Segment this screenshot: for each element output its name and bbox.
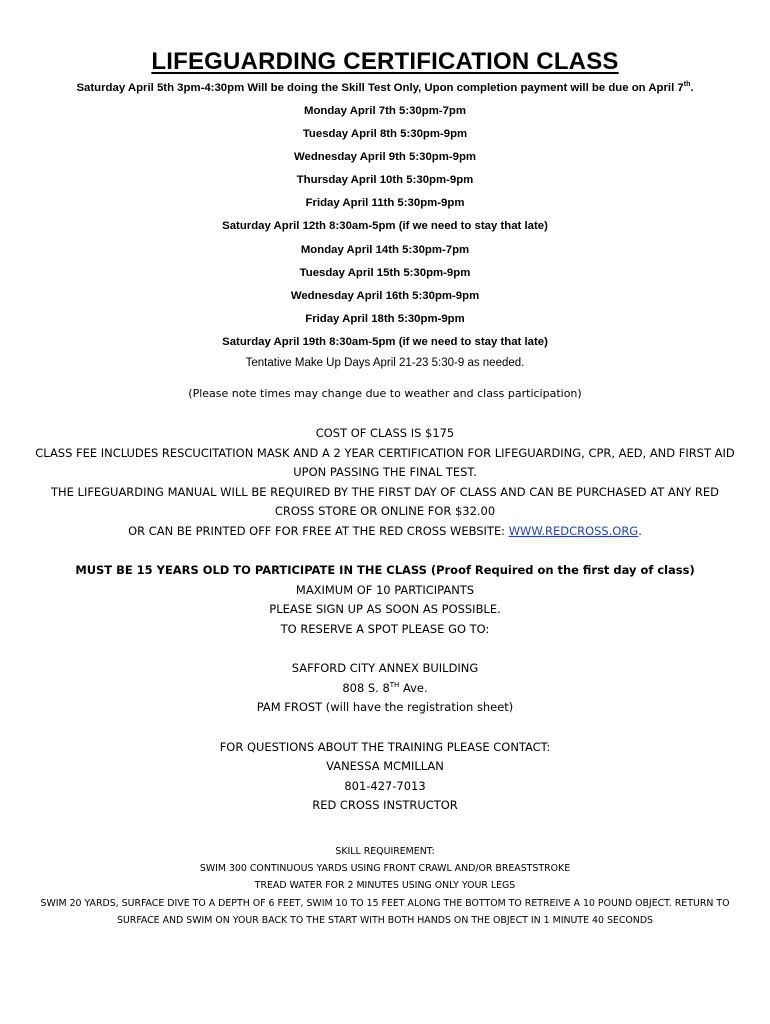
contact-phone: 801-427-7013 (344, 778, 426, 793)
spacer (0, 718, 770, 738)
schedule-session: Tuesday April 15th 5:30pm-9pm (299, 266, 471, 279)
contact-name: VANESSA MCMILLAN (326, 759, 444, 774)
max-participants: MAXIMUM OF 10 PARTICIPANTS (295, 582, 475, 597)
schedule-first-line: Saturday April 5th 3pm-4:30pm Will be doing the Skill Test Only, Upon completion payment will be due on April 7th. (76, 81, 694, 94)
registration-contact: PAM FROST (will have the registration sheet) (256, 700, 514, 715)
tentative-makeup-days: Tentative Make Up Days April 21-23 5:30-9 as needed. (245, 357, 525, 369)
redcross-website-link[interactable]: WWW.REDCROSS.ORG (508, 523, 639, 538)
location-building: SAFFORD CITY ANNEX BUILDING (291, 661, 479, 676)
contact-role: RED CROSS INSTRUCTOR (312, 798, 458, 813)
schedule-session: Saturday April 12th 8:30am-5pm (if we need to stay that late) (222, 220, 548, 233)
skill-item: SURFACE AND SWIM ON YOUR BACK TO THE START WITH BOTH HANDS ON THE OBJECT IN 1 MINUTE 40 SECONDS (116, 914, 654, 926)
schedule-session: Friday April 18th 5:30pm-9pm (305, 312, 465, 325)
schedule-session: Monday April 14th 5:30pm-7pm (300, 243, 470, 256)
manual-line: CROSS STORE OR ONLINE FOR $32.00 (274, 504, 496, 519)
cost-line: COST OF CLASS IS $175 (315, 426, 455, 440)
schedule-note: (Please note times may change due to weather and class participation) (188, 387, 582, 400)
spacer (0, 640, 770, 660)
manual-line: THE LIFEGUARDING MANUAL WILL BE REQUIRED BY THE FIRST DAY OF CLASS AND CAN BE PURCHASED AT ANY RED (51, 484, 719, 499)
fee-includes-line: CLASS FEE INCLUDES RESCUCITATION MASK AND A 2 YEAR CERTIFICATION FOR LIFEGUARDING, CPR, AED, AND FIRST AID (35, 445, 735, 460)
page-title: LIFEGUARDING CERTIFICATION CLASS (151, 48, 619, 75)
class-info (0, 424, 770, 816)
schedule-session: Monday April 7th 5:30pm-7pm (303, 105, 466, 117)
schedule-session: Friday April 11th 5:30pm-9pm (305, 197, 465, 210)
class-schedule (0, 77, 770, 354)
schedule-session: Saturday April 19th 8:30am-5pm (if we need to stay that late) (222, 335, 548, 348)
skill-item: SWIM 300 CONTINUOUS YARDS USING FRONT CRAWL AND/OR BREASTSTROKE (199, 863, 571, 875)
location-address: 808 S. 8TH Ave. (342, 680, 428, 695)
reserve-note: TO RESERVE A SPOT PLEASE GO TO: (280, 621, 490, 636)
schedule-session: Wednesday April 16th 5:30pm-9pm (290, 289, 480, 302)
schedule-session: Thursday April 10th 5:30pm-9pm (296, 174, 474, 187)
schedule-session: Wednesday April 9th 5:30pm-9pm (293, 151, 477, 164)
skill-item: TREAD WATER FOR 2 MINUTES USING ONLY YOUR LEGS (254, 880, 516, 892)
age-requirement: MUST BE 15 YEARS OLD TO PARTICIPATE IN THE CLASS (Proof Required on the first day of class) (75, 563, 695, 578)
signup-note: PLEASE SIGN UP AS SOON AS POSSIBLE. (269, 602, 501, 617)
skill-item: SWIM 20 YARDS, SURFACE DIVE TO A DEPTH OF 6 FEET, SWIM 10 TO 15 FEET ALONG THE BOTTOM TO RETREIVE A 10 POUND OBJECT. RETURN TO (40, 897, 730, 909)
fee-includes-line: UPON PASSING THE FINAL TEST. (293, 465, 477, 480)
skill-requirements (0, 843, 770, 929)
skills-heading: SKILL REQUIREMENT: (335, 846, 435, 857)
contact-heading: FOR QUESTIONS ABOUT THE TRAINING PLEASE CONTACT: (219, 739, 551, 754)
schedule-session: Tuesday April 8th 5:30pm-9pm (302, 128, 468, 141)
website-line: OR CAN BE PRINTED OFF FOR FREE AT THE RED CROSS WEBSITE: WWW.REDCROSS.ORG. (128, 523, 642, 538)
spacer (0, 542, 770, 562)
